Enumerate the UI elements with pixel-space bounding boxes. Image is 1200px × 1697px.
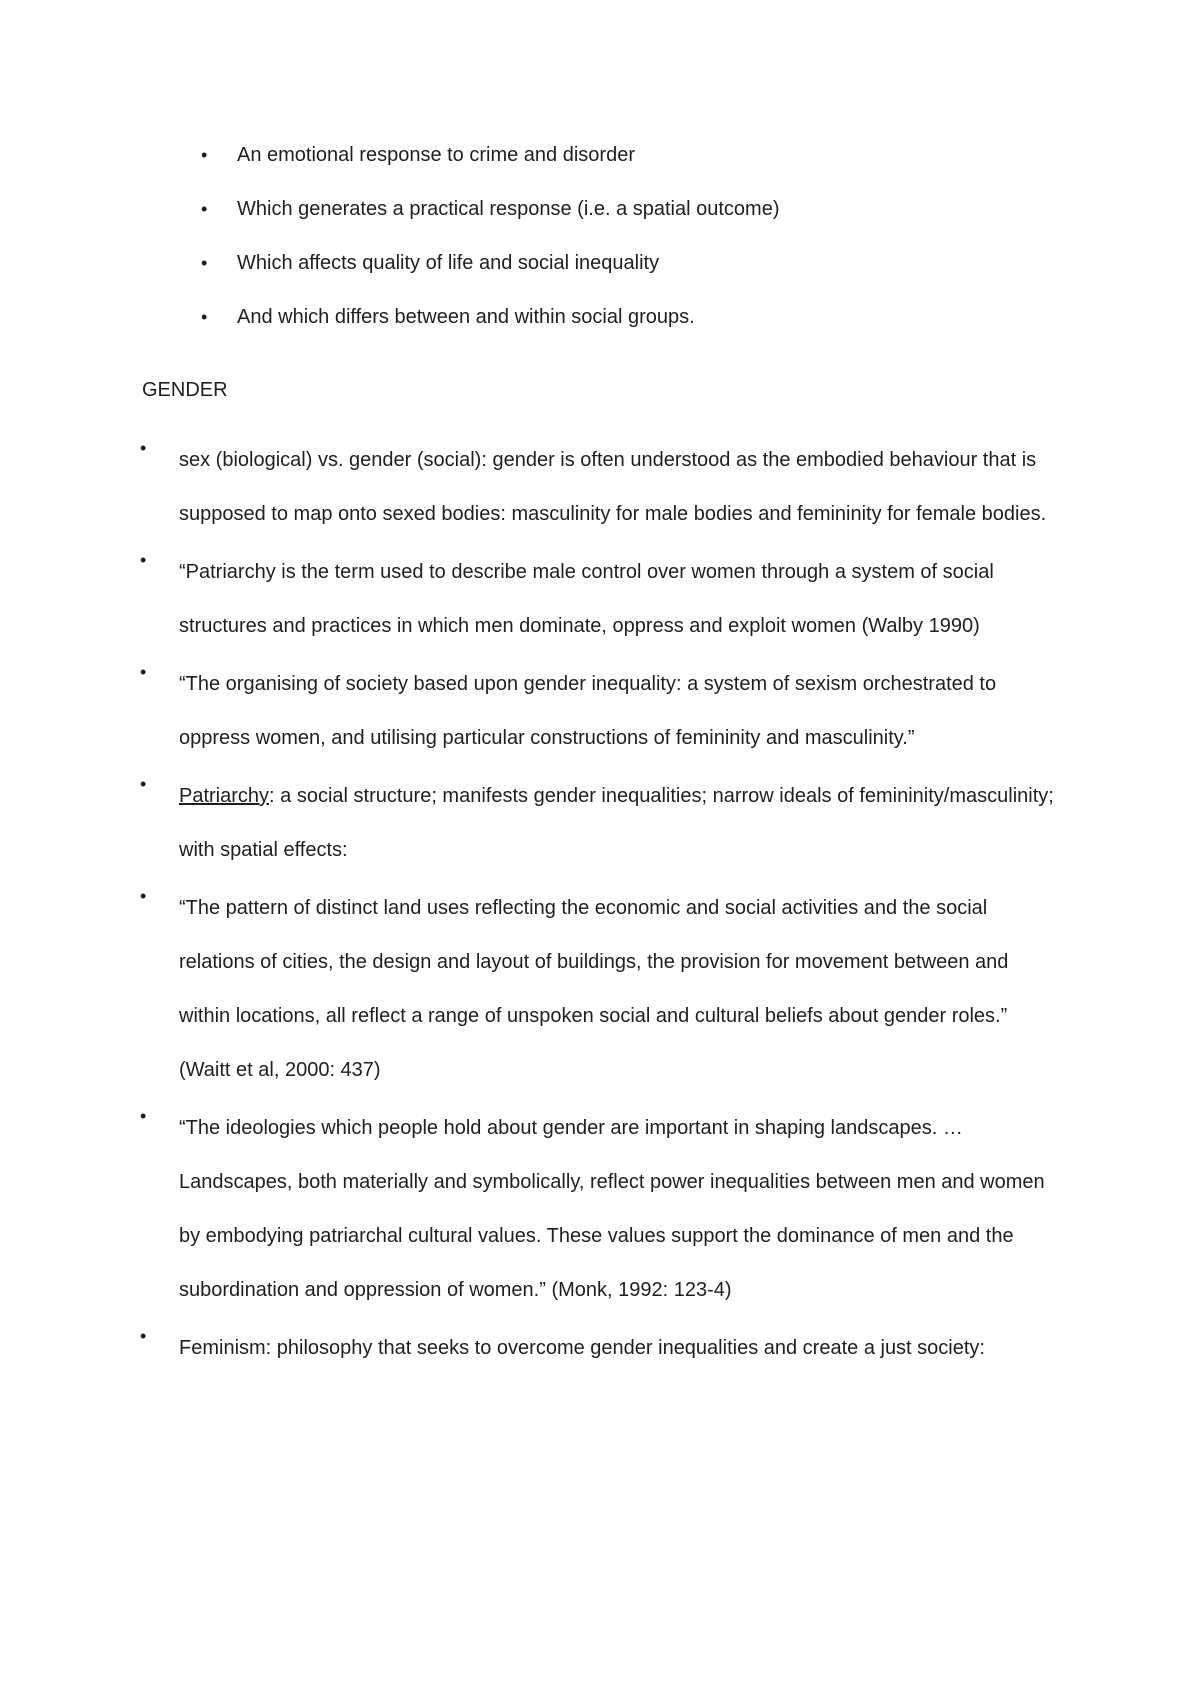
gender-list-item-text: “Patriarchy is the term used to describe male control over women through a system of social structures and practices in which men dominate, oppress and exploit women (Walby 1990) xyxy=(179,561,994,637)
intro-list-item-text: And which differs between and within social groups. xyxy=(237,306,695,328)
gender-list-item xyxy=(0,433,1200,541)
bullet-icon: • xyxy=(201,253,208,273)
intro-list-item xyxy=(0,140,1200,194)
intro-list-item xyxy=(0,248,1200,302)
gender-list-item xyxy=(0,1321,1200,1375)
bullet-icon: • xyxy=(140,886,147,906)
intro-list-item-text: An emotional response to crime and disorder xyxy=(237,144,635,166)
bullet-icon: • xyxy=(140,774,147,794)
intro-list-item-text: Which affects quality of life and social inequality xyxy=(237,252,660,274)
bullet-icon: • xyxy=(201,145,208,165)
gender-list-item-text xyxy=(179,769,1059,877)
section-heading-gender: GENDER xyxy=(142,379,228,401)
intro-bullet-list xyxy=(0,140,1200,356)
gender-list-item-text: Feminism: philosophy that seeks to overcome gender inequalities and create a just society: xyxy=(179,1337,985,1359)
gender-list-item-text: “The ideologies which people hold about gender are important in shaping landscapes. … Landscapes, both materially and symbolically, reflect power inequalities between men and women by embodying patriarchal cultural values. These values support the dominance of men and the subordination and oppression of women.” (Monk, 1992: 123-4) xyxy=(179,1117,1045,1301)
gender-list-item-text: “The pattern of distinct land uses reflecting the economic and social activities and the social relations of cities, the design and layout of buildings, the provision for movement between and within locations, all reflect a range of unspoken social and cultural beliefs about gender roles.” (Waitt et al, 2000: 437) xyxy=(179,897,1009,1081)
gender-list-item xyxy=(0,545,1200,653)
bullet-icon: • xyxy=(140,550,147,570)
bullet-icon: • xyxy=(140,1326,147,1346)
gender-list-item xyxy=(0,881,1200,1097)
gender-list-item-text: sex (biological) vs. gender (social): gender is often understood as the embodied behaviour that is supposed to map onto sexed bodies: masculinity for male bodies and femininity for female bodies. xyxy=(179,449,1047,525)
intro-list-item xyxy=(0,194,1200,248)
intro-list-item xyxy=(0,302,1200,356)
gender-list-item xyxy=(0,769,1200,877)
bullet-icon: • xyxy=(201,199,208,219)
bullet-icon: • xyxy=(201,307,208,327)
bullet-icon: • xyxy=(140,1106,147,1126)
gender-list-item-text: “The organising of society based upon gender inequality: a system of sexism orchestrated to oppress women, and utilising particular constructions of femininity and masculinity.” xyxy=(179,673,997,749)
bullet-icon: • xyxy=(140,438,147,458)
gender-list-item xyxy=(0,1101,1200,1317)
patriarchy-term: Patriarchy xyxy=(179,785,270,807)
bullet-icon: • xyxy=(140,662,147,682)
intro-list-item-text: Which generates a practical response (i.e. a spatial outcome) xyxy=(237,198,780,220)
patriarchy-definition: : a social structure; manifests gender inequalities; narrow ideals of femininity/masculinity; with spatial effects: xyxy=(179,785,1054,861)
gender-bullet-list xyxy=(0,438,1200,1391)
gender-list-item xyxy=(0,657,1200,765)
